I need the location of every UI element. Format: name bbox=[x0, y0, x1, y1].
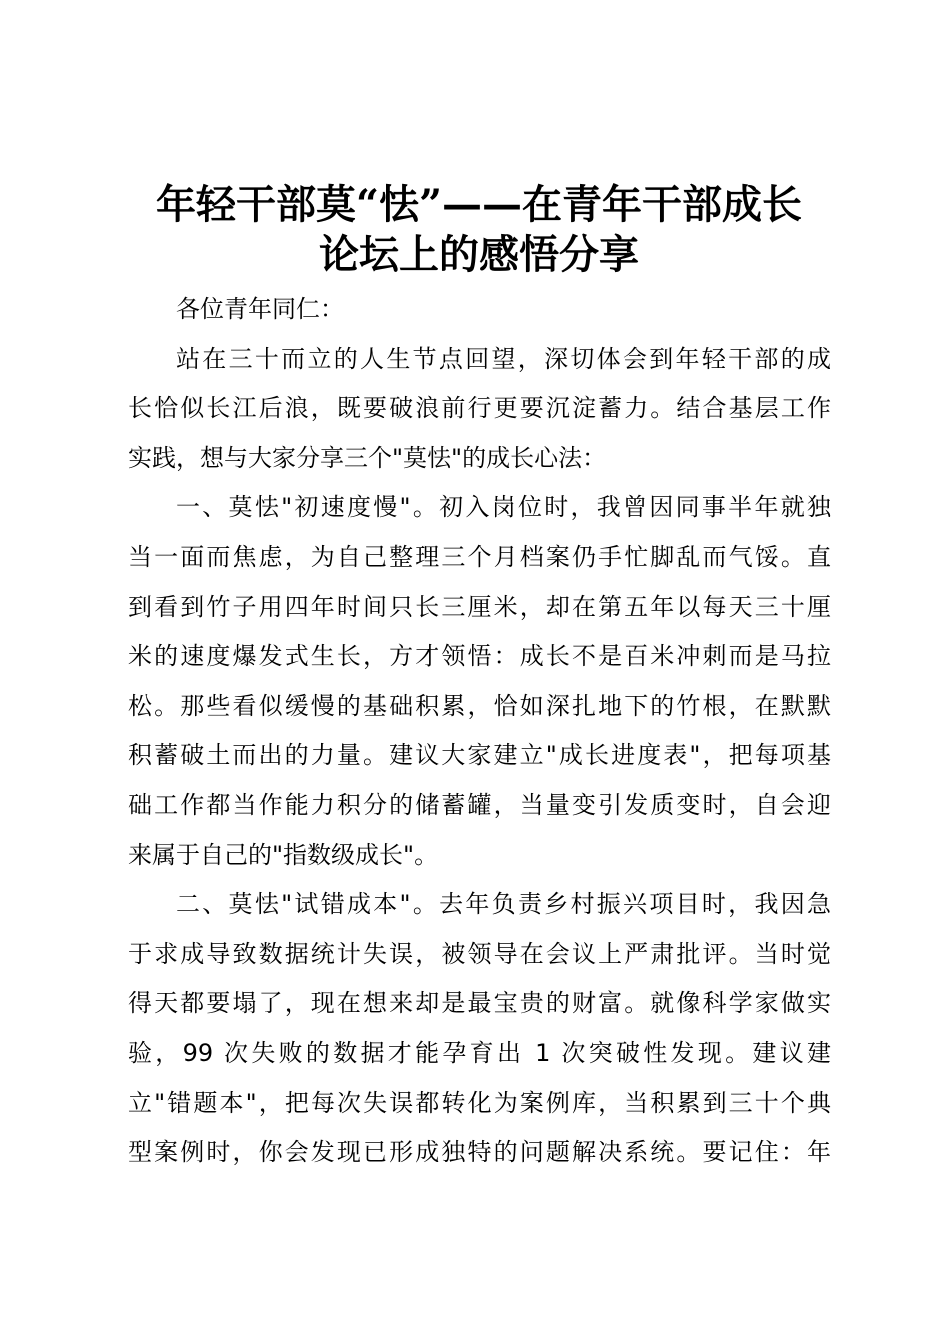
text-line: 来属于自己的"指数级成长"。 bbox=[128, 840, 439, 869]
text-line: 立"错题本"，把每次失误都转化为案例库，当积累到三十个典 bbox=[128, 1088, 831, 1117]
text-line: 型案例时，你会发现已形成独特的问题解决系统。要记住：年 bbox=[128, 1138, 831, 1167]
salutation bbox=[128, 285, 831, 335]
paragraph bbox=[128, 335, 831, 484]
paragraph bbox=[128, 880, 831, 1178]
title-line-2: 论坛上的感悟分享 bbox=[319, 231, 639, 278]
text-line: 础工作都当作能力积分的储蓄罐，当量变引发质变时，自会迎 bbox=[128, 790, 831, 819]
text-line: 于求成导致数据统计失误，被领导在会议上严肃批评。当时觉 bbox=[128, 939, 831, 968]
title-line-1: 年轻干部莫“怯”——在青年干部成长 bbox=[155, 181, 802, 228]
text-line: 到看到竹子用四年时间只长三厘米，却在第五年以每天三十厘 bbox=[128, 592, 831, 621]
text-line: 验，99 次失败的数据才能孕育出 1 次突破性发现。建议建 bbox=[128, 1038, 831, 1067]
text-line: 松。那些看似缓慢的基础积累，恰如深扎地下的竹根，在默默 bbox=[128, 691, 831, 720]
document-body bbox=[128, 285, 831, 1178]
text-line: 得天都要塌了，现在想来却是最宝贵的财富。就像科学家做实 bbox=[128, 989, 831, 1018]
paragraph bbox=[128, 483, 831, 880]
document-title bbox=[120, 180, 838, 280]
text-line: 站在三十而立的人生节点回望，深切体会到年轻干部的成 bbox=[176, 344, 831, 373]
text-line: 一、莫怯"初速度慢"。初入岗位时，我曾因同事半年就独 bbox=[176, 493, 831, 522]
text-line: 二、莫怯"试错成本"。去年负责乡村振兴项目时，我因急 bbox=[176, 890, 831, 919]
text-line: 实践，想与大家分享三个"莫怯"的成长心法： bbox=[128, 443, 607, 472]
text-line: 当一面而焦虑，为自己整理三个月档案仍手忙脚乱而气馁。直 bbox=[128, 542, 831, 571]
text-line: 各位青年同仁： bbox=[176, 295, 344, 323]
text-line: 米的速度爆发式生长，方才领悟：成长不是百米冲刺而是马拉 bbox=[128, 642, 831, 671]
text-line: 长恰似长江后浪，既要破浪前行更要沉淀蓄力。结合基层工作 bbox=[128, 394, 831, 423]
text-line: 积蓄破土而出的力量。建议大家建立"成长进度表"，把每项基 bbox=[128, 741, 831, 770]
